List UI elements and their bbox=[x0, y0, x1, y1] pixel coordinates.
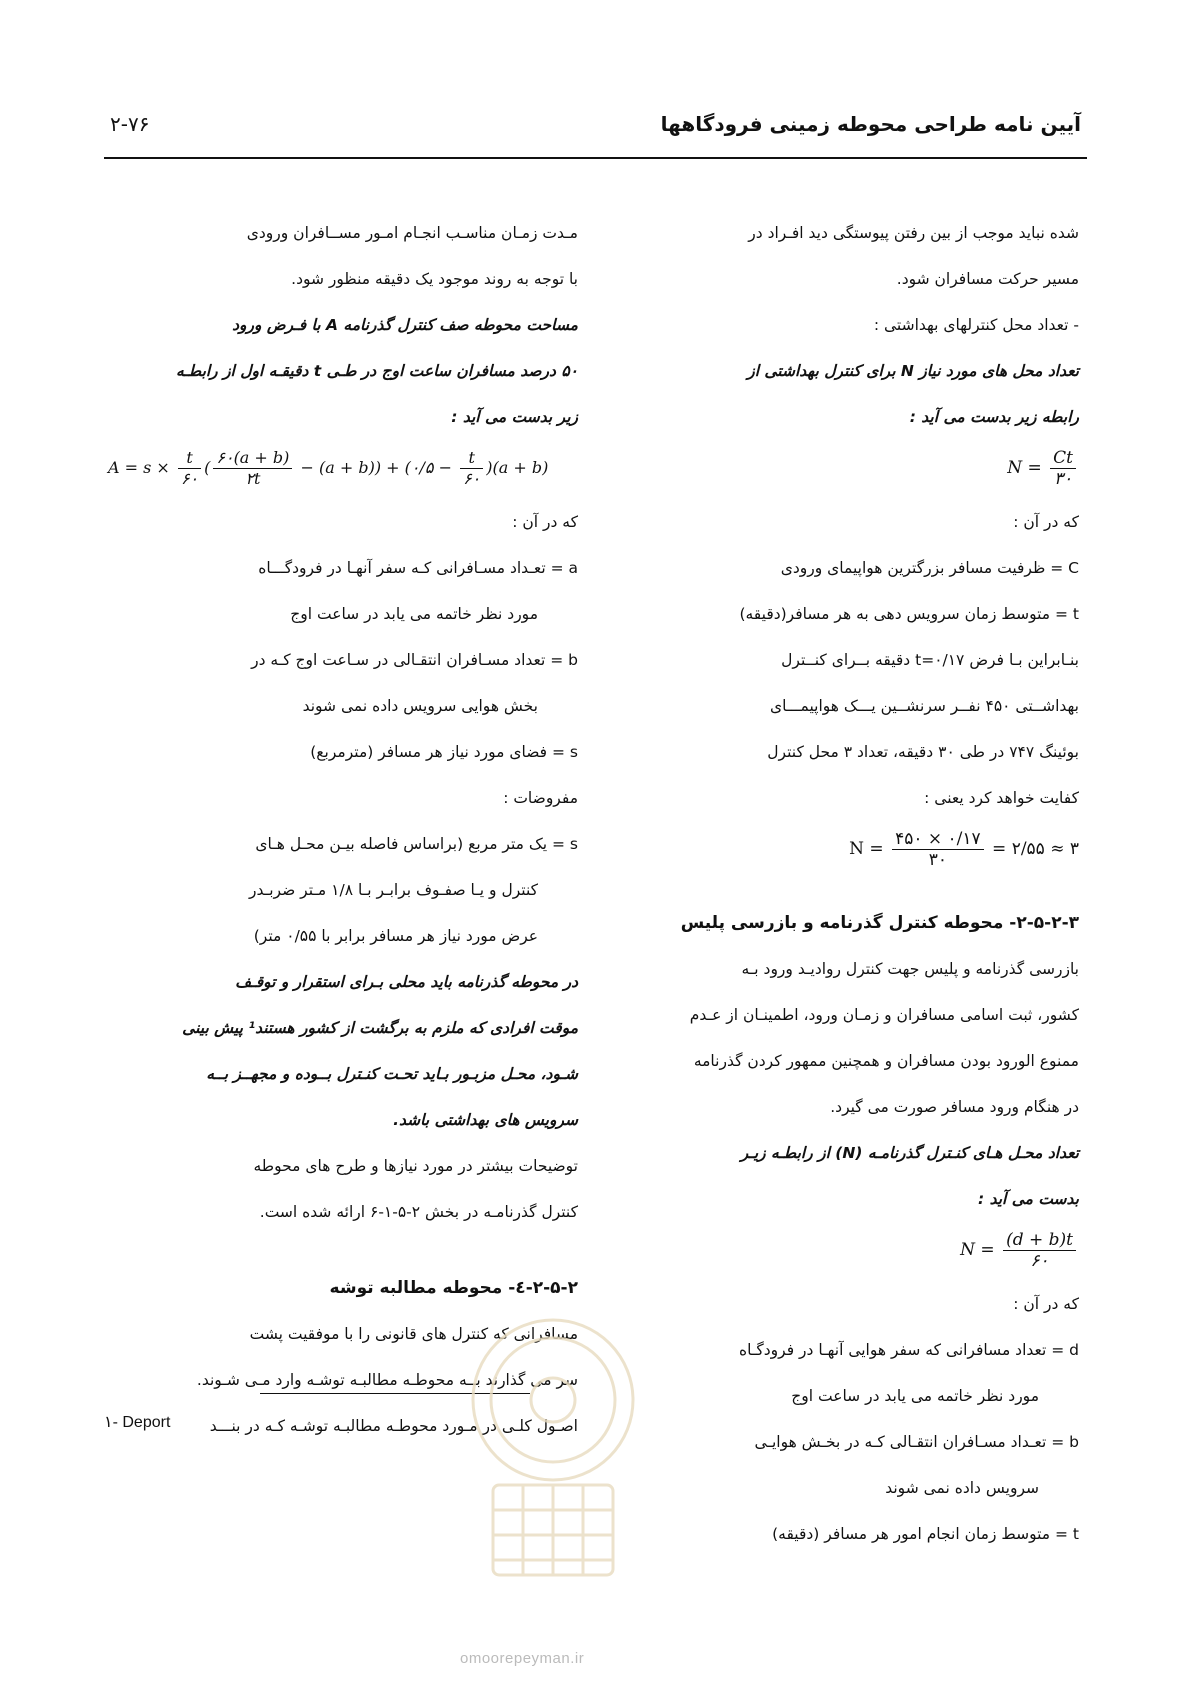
watermark-seal-icon bbox=[448, 1305, 658, 1595]
paragraph: که در آن : bbox=[1013, 513, 1079, 531]
paragraph: b = تعـداد مسـافران انتقـالی کـه در بخـش هوایـی bbox=[754, 1433, 1079, 1451]
paragraph: عرض مورد نیاز هر مسافر برابر با ۰/۵۵ متر) bbox=[253, 927, 538, 945]
page-header bbox=[0, 112, 1191, 136]
paragraph: تعداد محـل هـای کنـترل گذرنامـه (N) از رابطـه زیـر bbox=[740, 1144, 1079, 1162]
formula-health-example: N = $\frac{۴۵۰ \times ۰/۱۷}{۳۰}$ = ۲/۵۵ ≈ ۳ bbox=[849, 829, 1079, 870]
paragraph: با توجه به روند موجود یک دقیقه منظور شود. bbox=[291, 270, 578, 288]
paragraph: بخش هوایی سرویس داده نمی شوند bbox=[302, 697, 538, 715]
paragraph: کنترل و یـا صفـوف برابـر بـا ۱/۸ مـتر ضربـدر bbox=[249, 881, 538, 899]
paragraph: اصـول کلـی در مـورد محوطـه مطالبـه توشـه کـه در بنـــد bbox=[209, 1417, 578, 1435]
formula-queue-area: A = s × $\frac{t}{۶۰}$ ( $\frac{۶۰(a + b)}{۲t}$ − (a + b)) + (۰/۵ − $\frac{t}{۶۰}$ )(a + b) bbox=[108, 448, 549, 488]
section-heading: ۲-۵-۲-٤- محوطه مطالبه توشه bbox=[329, 1278, 578, 1298]
paragraph: کفایت خواهد کرد یعنی : bbox=[924, 789, 1079, 807]
paragraph: زیر بدست می آید : bbox=[451, 408, 578, 426]
watermark-site: omoorepeyman.ir bbox=[460, 1650, 585, 1667]
paragraph: رابطه زیر بدست می آید : bbox=[909, 408, 1079, 426]
paragraph: موقت افرادی که ملزم به برگشت از کشور هستند¹ پیش بینی bbox=[182, 1019, 578, 1037]
paragraph: مساحت محوطه صف کنترل گذرنامه A با فـرض ورود bbox=[232, 316, 578, 334]
paragraph: تعداد محل های مورد نیاز N برای کنترل بهداشتی از bbox=[747, 362, 1079, 380]
header-title: آیین نامه طراحی محوطه زمینی فرودگاهها bbox=[660, 112, 1081, 136]
paragraph: بوئینگ ۷۴۷ در طی ۳۰ دقیقه، تعداد ۳ محل کنترل bbox=[767, 743, 1079, 761]
paragraph: b = تعداد مسـافران انتقـالی در سـاعت اوج کـه در bbox=[251, 651, 578, 669]
paragraph: شـود، محـل مزبـور بـاید تحـت کنـترل بــوده و مجهــز بــه bbox=[206, 1065, 578, 1083]
paragraph: بدست می آید : bbox=[977, 1190, 1079, 1208]
paragraph: سرویس داده نمی شوند bbox=[885, 1479, 1039, 1497]
paragraph: مـدت زمـان مناسـب انجـام امـور مســافران ورودی bbox=[246, 224, 578, 242]
paragraph: بنـابراین بـا فرض ۰/۱۷=t دقیقه بــرای کنــترل bbox=[781, 651, 1079, 669]
paragraph: t = متوسط زمان سرویس دهی به هر مسافر(دقیقه) bbox=[739, 605, 1079, 623]
paragraph: در هنگام ورود مسافر صورت می گیرد. bbox=[830, 1098, 1079, 1116]
paragraph: کشور، ثبت اسامی مسافران و زمـان ورود، اطمینـان از عـدم bbox=[689, 1006, 1079, 1024]
header-divider bbox=[104, 157, 1087, 159]
paragraph: - تعداد محل کنترلهای بهداشتی : bbox=[873, 316, 1079, 334]
paragraph: d = تعداد مسافرانی که سفر هوایی آنهـا در فرودگـاه bbox=[739, 1341, 1079, 1359]
paragraph: ممنوع الورود بودن مسافران و همچنین ممهور کردن گذرنامه bbox=[693, 1052, 1079, 1070]
paragraph: ۵۰ درصد مسافران ساعت اوج در طـی t دقیقـه اول از رابطـه bbox=[176, 362, 578, 380]
paragraph: سرویس های بهداشتی باشد. bbox=[393, 1111, 578, 1129]
paragraph: مورد نظر خاتمه می یابد در ساعت اوج bbox=[290, 605, 538, 623]
paragraph: در محوطه گذرنامه باید محلی بـرای استقرار و توقـف bbox=[235, 973, 578, 991]
right-column bbox=[609, 210, 1079, 1557]
section-heading: ۲-۵-۲-۳- محوطه کنترل گذرنامه و بازرسی پلیس bbox=[680, 913, 1079, 933]
page-number: ۲-۷۶ bbox=[110, 112, 150, 136]
paragraph: توضیحات بیشتر در مورد نیازها و طرح های محوطه bbox=[253, 1157, 578, 1175]
paragraph: s = یک متر مربع (براساس فاصله بیـن محـل هـای bbox=[255, 835, 578, 853]
paragraph: t = متوسط زمان انجام امور هر مسافر (دقیقه) bbox=[772, 1525, 1079, 1543]
paragraph: که در آن : bbox=[1013, 1295, 1079, 1313]
paragraph: C = ظرفیت مسافر بزرگترین هواپیمای ورودی bbox=[780, 559, 1079, 577]
paragraph: کنترل گذرنامـه در بخش ۲-۵-۱-۶ ارائه شده است. bbox=[259, 1203, 578, 1221]
paragraph: مسافرانی که کنترل های قانونی را با موفقیت پشت bbox=[249, 1325, 578, 1343]
paragraph: سر می گذارند بــه محوطـه مطالبـه توشـه وارد مـی شـوند. bbox=[196, 1371, 578, 1389]
paragraph: شده نباید موجب از بین رفتن پیوستگی دید افـراد در bbox=[748, 224, 1079, 242]
paragraph: بازرسی گذرنامه و پلیس جهت کنترل روادیـد ورود بـه bbox=[741, 960, 1079, 978]
paragraph: مورد نظر خاتمه می یابد در ساعت اوج bbox=[791, 1387, 1039, 1405]
formula-passport-checks: N = $\frac{(d + b)t}{۶۰}$ bbox=[609, 1230, 1079, 1271]
paragraph: مفروضات : bbox=[503, 789, 578, 807]
paragraph: a = تعـداد مسـافرانی کـه سفر آنهـا در فرودگـــاه bbox=[258, 559, 578, 577]
formula-health-checks: N = $\frac{Ct}{۳۰}$ bbox=[609, 448, 1079, 489]
footnote: ۱- Deport bbox=[104, 1414, 171, 1431]
paragraph: بهداشــتی ۴۵۰ نفــر سرنشــین یـــک هواپیمـــای bbox=[770, 697, 1079, 715]
paragraph: که در آن : bbox=[512, 513, 578, 531]
paragraph: مسیر حرکت مسافران شود. bbox=[896, 270, 1079, 288]
left-column bbox=[108, 210, 578, 1449]
paragraph: s = فضای مورد نیاز هر مسافر (مترمربع) bbox=[310, 743, 578, 761]
